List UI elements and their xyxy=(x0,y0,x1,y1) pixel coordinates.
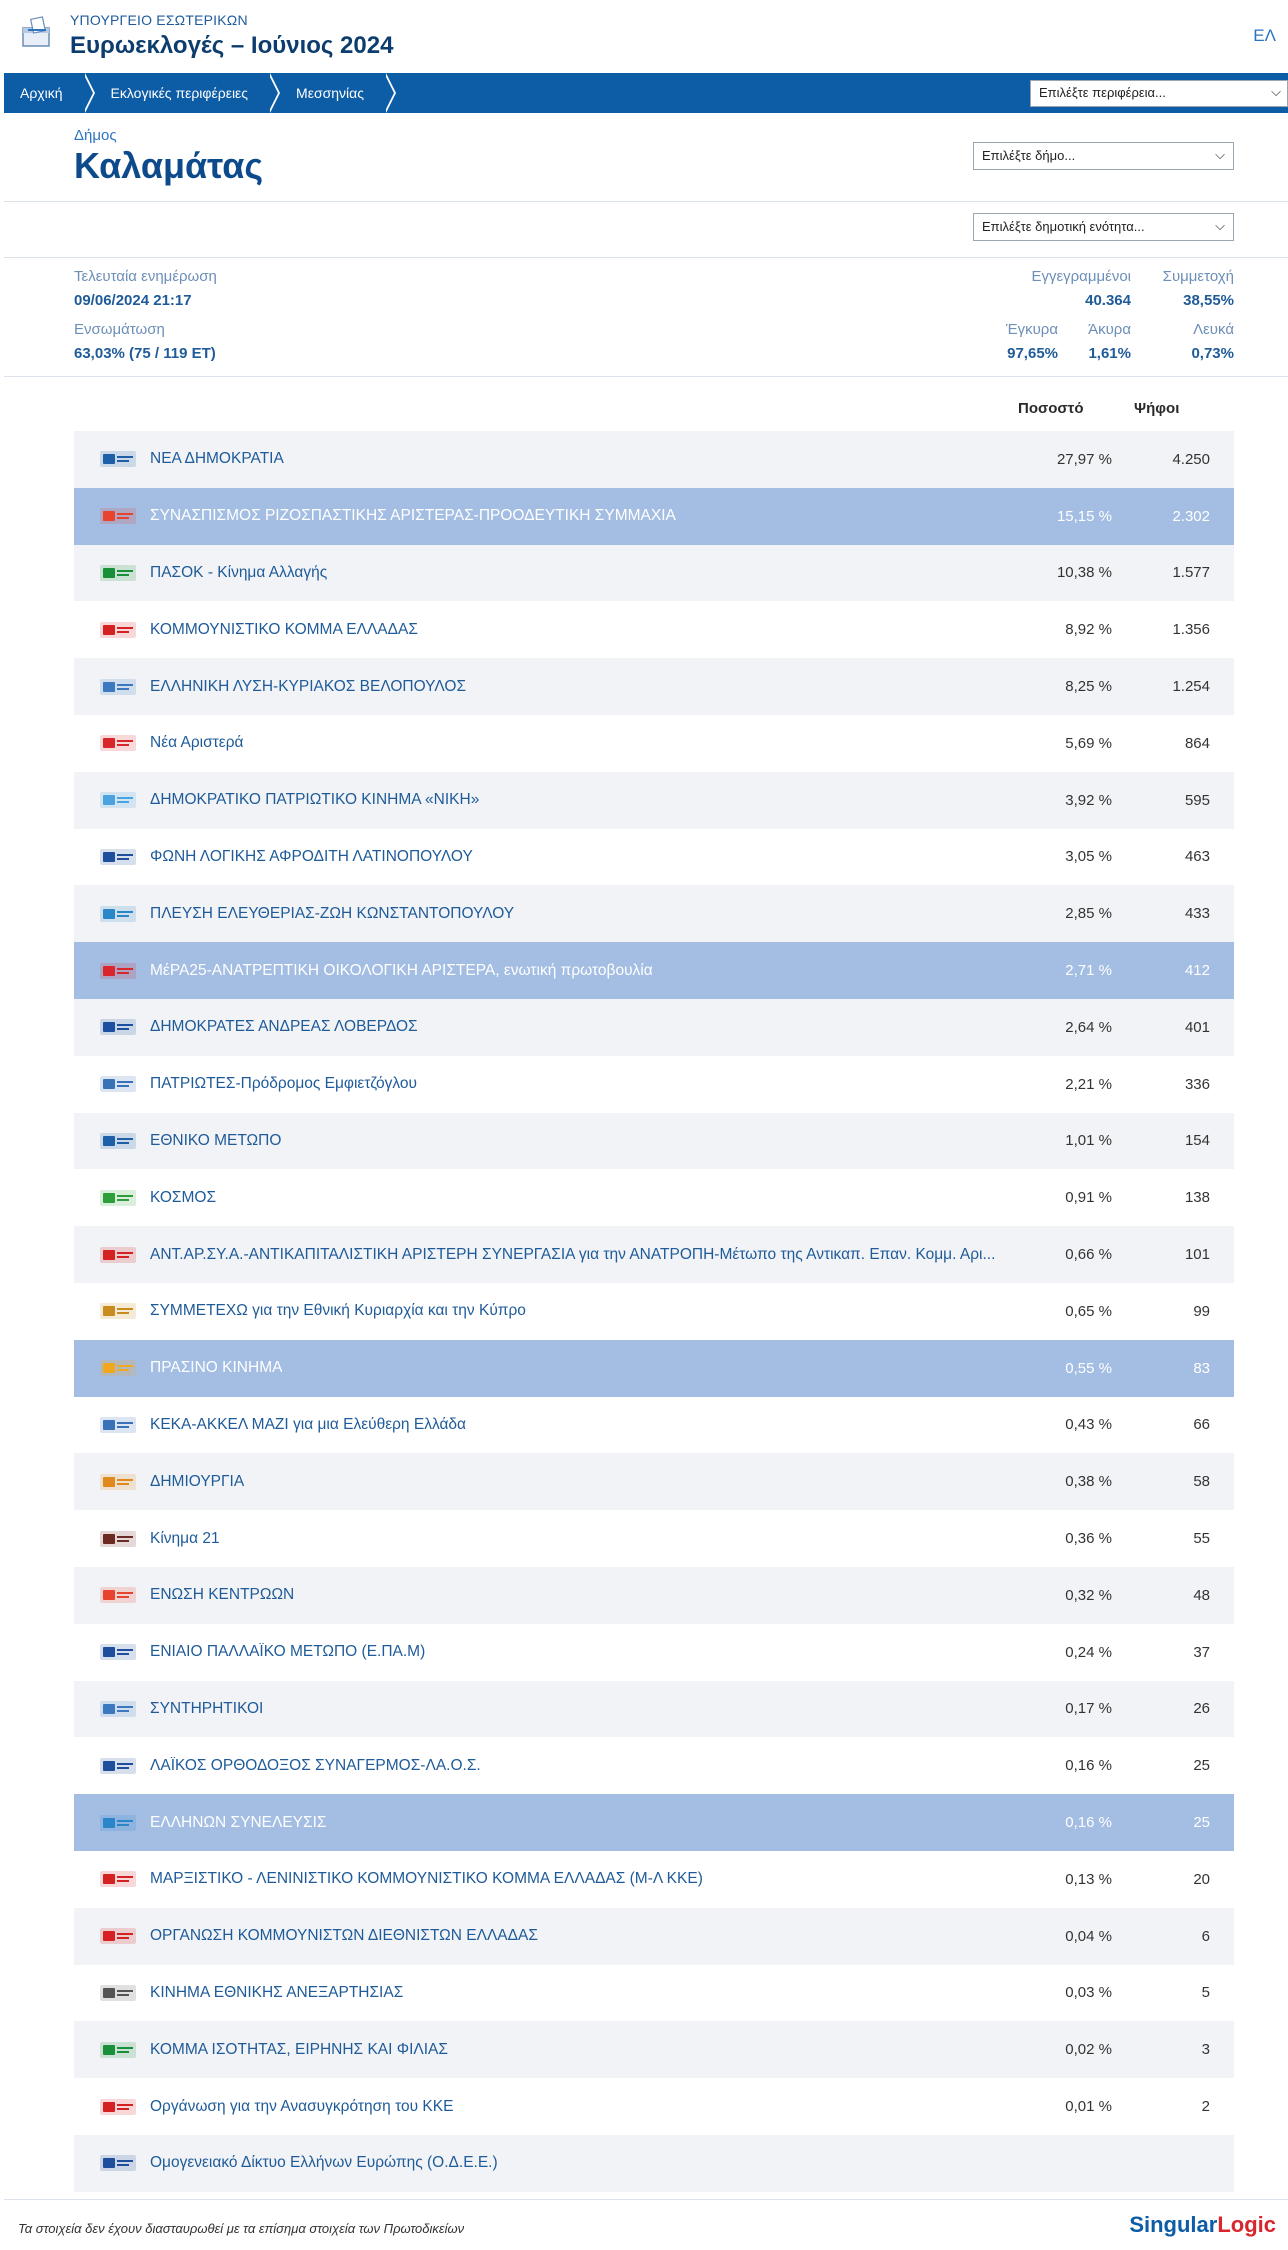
party-name[interactable]: ΚΟΣΜΟΣ xyxy=(150,1188,217,1206)
party-name[interactable]: Ομογενειακό Δίκτυο Ελλήνων Ευρώπης (Ο.Δ.Ε.Ε.) xyxy=(150,2154,498,2172)
party-name[interactable]: ΦΩΝΗ ΛΟΓΙΚΗΣ ΑΦΡΟΔΙΤΗ ΛΑΤΙΝΟΠΟΥΛΟΥ xyxy=(150,847,473,865)
party-row[interactable] xyxy=(74,1397,1234,1454)
municipality-name: Καλαμάτας xyxy=(74,145,264,186)
party-name[interactable]: ΕΝΩΣΗ ΚΕΝΤΡΩΩΝ xyxy=(150,1586,295,1604)
party-name[interactable]: ΚΟΜΜΟΥΝΙΣΤΙΚΟ ΚΟΜΜΑ ΕΛΛΑΔΑΣ xyxy=(150,620,418,638)
breadcrumb-home[interactable]: Αρχική xyxy=(20,85,63,101)
party-name[interactable]: ΔΗΜΟΚΡΑΤΙΚΟ ΠΑΤΡΙΩΤΙΚΟ ΚΙΝΗΜΑ «ΝΙΚΗ» xyxy=(150,791,480,809)
kosmos-logo-icon xyxy=(98,1184,138,1212)
brand-main: Singular xyxy=(1129,2212,1218,2237)
prasino-kinima-logo-icon xyxy=(98,1354,138,1382)
party-name[interactable]: ΕΛΛΗΝΩΝ ΣΥΝΕΛΕΥΣΙΣ xyxy=(150,1813,327,1831)
brand-accent: Logic xyxy=(1217,2212,1276,2237)
party-percent: 0,03 % xyxy=(1065,1984,1112,2002)
odee-logo-icon xyxy=(98,2149,138,2177)
party-percent: 0,32 % xyxy=(1065,1586,1112,1604)
party-row[interactable] xyxy=(74,829,1234,886)
language-switch[interactable]: ΕΛ xyxy=(1253,26,1276,45)
municipality-select[interactable] xyxy=(973,142,1234,170)
party-votes: 595 xyxy=(1184,791,1210,809)
party-votes: 2 xyxy=(1201,2098,1210,2115)
divider xyxy=(4,257,1288,258)
party-row[interactable] xyxy=(74,431,1234,488)
party-percent: 0,13 % xyxy=(1065,1870,1112,1888)
party-votes: 83 xyxy=(1193,1359,1210,1377)
party-row[interactable] xyxy=(74,1567,1234,1624)
party-votes: 864 xyxy=(1184,734,1210,752)
party-row[interactable] xyxy=(74,1226,1234,1283)
footer-disclaimer: Τα στοιχεία δεν έχουν διασταυρωθεί με τα επίσημα στοιχεία των Πρωτοδικείων xyxy=(18,2221,465,2236)
party-name[interactable]: ΕΛΛΗΝΙΚΗ ΛΥΣΗ-ΚΥΡΙΑΚΟΣ ΒΕΛΟΠΟΥΛΟΣ xyxy=(150,677,467,695)
party-name[interactable]: ΜΑΡΞΙΣΤΙΚΟ - ΛΕΝΙΝΙΣΤΙΚΟ ΚΟΜΜΟΥΝΙΣΤΙΚΟ ΚΟΜΜΑ ΕΛΛΑΔΑΣ (Μ-Λ ΚΚΕ) xyxy=(150,1870,703,1888)
party-votes: 4.250 xyxy=(1172,450,1210,468)
municipality-select-value: Επιλέξτε δήμο... xyxy=(982,148,1076,163)
party-percent: 27,97 % xyxy=(1056,450,1112,468)
symmetexo-logo-icon xyxy=(98,1297,138,1325)
divider xyxy=(4,201,1288,202)
region-select[interactable] xyxy=(1030,80,1288,107)
keif-logo-icon xyxy=(98,2036,138,2064)
foni-logikis-logo-icon xyxy=(98,843,138,871)
party-row[interactable] xyxy=(74,1510,1234,1567)
elliniki-lysi-logo-icon xyxy=(98,673,138,701)
party-row[interactable] xyxy=(74,1737,1234,1794)
party-percent: 8,25 % xyxy=(1065,678,1112,696)
party-name[interactable]: ΠΑΤΡΙΩΤΕΣ-Πρόδρομος Εμφιετζόγλου xyxy=(150,1075,418,1093)
ellinon-syneleysis-logo-icon xyxy=(98,1809,138,1837)
kinima-ethnikis-logo-icon xyxy=(98,1979,138,2007)
party-votes: 3 xyxy=(1201,2041,1210,2059)
party-percent: 0,02 % xyxy=(1065,2041,1112,2059)
party-percent: 0,55 % xyxy=(1065,1359,1112,1377)
party-row[interactable] xyxy=(74,2078,1234,2135)
party-name[interactable]: Νέα Αριστερά xyxy=(150,734,244,752)
chevron-down-icon: ⌵ xyxy=(1271,84,1281,99)
kke-logo-icon xyxy=(98,616,138,644)
registered-label: Εγγεγραμμένοι xyxy=(1031,268,1131,285)
party-percent: 0,04 % xyxy=(1065,1927,1112,1945)
party-row[interactable] xyxy=(74,2135,1234,2192)
party-row[interactable] xyxy=(74,772,1234,829)
chevron-down-icon: ⌵ xyxy=(1215,147,1225,162)
party-votes: 66 xyxy=(1193,1416,1210,1434)
party-row[interactable] xyxy=(74,658,1234,715)
party-votes: 48 xyxy=(1193,1586,1210,1604)
chevron-down-icon: ⌵ xyxy=(1215,218,1225,233)
integration-label: Ενσωμάτωση xyxy=(74,321,165,338)
laos-logo-icon xyxy=(98,1752,138,1780)
party-name[interactable]: ΝΕΑ ΔΗΜΟΚΡΑΤΙΑ xyxy=(150,450,284,468)
dimokrates-logo-icon xyxy=(98,1013,138,1041)
divider xyxy=(4,376,1288,377)
party-percent: 2,85 % xyxy=(1065,905,1112,923)
municipality-label: Δήμος xyxy=(74,127,117,144)
party-percent: 0,01 % xyxy=(1065,2098,1112,2115)
breadcrumb-separator xyxy=(85,73,95,113)
party-row[interactable] xyxy=(74,885,1234,942)
party-row[interactable] xyxy=(74,488,1234,545)
valid-label: Έγκυρα xyxy=(1005,321,1058,338)
party-votes: 1.577 xyxy=(1172,564,1210,582)
divider xyxy=(4,2199,1288,2200)
party-percent: 0,66 % xyxy=(1065,1246,1112,1264)
party-row[interactable] xyxy=(74,1965,1234,2022)
party-votes: 58 xyxy=(1193,1473,1210,1491)
party-votes: 433 xyxy=(1184,905,1210,923)
party-name[interactable]: ΣΥΝΑΣΠΙΣΜΟΣ ΡΙΖΟΣΠΑΣΤΙΚΗΣ ΑΡΙΣΤΕΡΑΣ-ΠΡΟΟΔΕΥΤΙΚΗ ΣΥΜΜΑΧΙΑ xyxy=(150,507,676,525)
invalid-value: 1,61% xyxy=(1088,345,1131,362)
column-header-votes: Ψήφοι xyxy=(1134,400,1180,417)
party-name[interactable]: ΣΥΜΜΕΤΕΧΩ για την Εθνική Κυριαρχία και την Κύπρο xyxy=(150,1302,526,1320)
party-votes: 20 xyxy=(1193,1870,1210,1888)
singularlogic-logo xyxy=(1129,2212,1276,2238)
party-votes: 26 xyxy=(1193,1700,1210,1718)
ml-kke-logo-icon xyxy=(98,1865,138,1893)
ministry-label: ΥΠΟΥΡΓΕΙΟ ΕΣΩΤΕΡΙΚΩΝ xyxy=(70,12,248,28)
party-row[interactable] xyxy=(74,1169,1234,1226)
party-row[interactable] xyxy=(74,1056,1234,1113)
party-name[interactable]: ΠΡΑΣΙΝΟ ΚΙΝΗΜΑ xyxy=(150,1359,283,1377)
party-row[interactable] xyxy=(74,715,1234,772)
party-name[interactable]: ΚΙΝΗΜΑ ΕΘΝΙΚΗΣ ΑΝΕΞΑΡΤΗΣΙΑΣ xyxy=(150,1983,404,2001)
party-row[interactable] xyxy=(74,1908,1234,1965)
results-table xyxy=(74,431,1234,2192)
party-name[interactable]: ΚΕΚΑ-ΑΚΚΕΛ ΜΑΖΙ για μια Ελεύθερη Ελλάδα xyxy=(150,1415,467,1433)
oakke-logo-icon xyxy=(98,2093,138,2121)
party-row[interactable] xyxy=(74,545,1234,602)
party-votes: 101 xyxy=(1184,1246,1210,1264)
party-votes: 154 xyxy=(1184,1132,1210,1150)
party-row[interactable] xyxy=(74,1283,1234,1340)
party-votes: 2.302 xyxy=(1172,507,1210,525)
party-name[interactable]: ΑΝΤ.ΑΡ.ΣΥ.Α.-ΑΝΤΙΚΑΠΙΤΑΛΙΣΤΙΚΗ ΑΡΙΣΤΕΡΗ ΣΥΝΕΡΓΑΣΙΑ για την ΑΝΑΤΡΟΠΗ-Μέτωπο της Αντικαπ. Επαν. Κομμ. Αρι... xyxy=(150,1245,996,1263)
party-name[interactable]: ΠΑΣΟΚ - Κίνημα Αλλαγής xyxy=(150,563,328,581)
last-update-label: Τελευταία ενημέρωση xyxy=(74,268,217,285)
niki-logo-icon xyxy=(98,786,138,814)
party-row[interactable] xyxy=(74,1624,1234,1681)
party-row[interactable] xyxy=(74,601,1234,658)
turnout-value: 38,55% xyxy=(1183,292,1234,309)
party-percent: 2,21 % xyxy=(1065,1075,1112,1093)
party-votes: 336 xyxy=(1184,1075,1210,1093)
mera25-logo-icon xyxy=(98,957,138,985)
party-name[interactable]: ΕΝΙΑΙΟ ΠΑΛΛΑΪΚΟ ΜΕΤΩΠΟ (Ε.ΠΑ.Μ) xyxy=(150,1643,426,1661)
plefsi-logo-icon xyxy=(98,900,138,928)
invalid-label: Άκυρα xyxy=(1088,321,1131,338)
party-votes: 55 xyxy=(1193,1530,1210,1548)
party-percent: 0,24 % xyxy=(1065,1643,1112,1661)
breadcrumb xyxy=(4,73,1288,113)
party-row[interactable] xyxy=(74,1113,1234,1170)
party-percent: 0,65 % xyxy=(1065,1302,1112,1320)
party-votes: 401 xyxy=(1184,1018,1210,1036)
breadcrumb-regions[interactable]: Εκλογικές περιφέρειες xyxy=(110,85,249,101)
party-votes: 99 xyxy=(1193,1302,1210,1320)
party-percent: 5,69 % xyxy=(1065,734,1112,752)
syntiritikoi-logo-icon xyxy=(98,1695,138,1723)
valid-value: 97,65% xyxy=(1007,345,1058,362)
party-name[interactable]: ΠΛΕΥΣΗ ΕΛΕΥΘΕΡΙΑΣ-ΖΩΗ ΚΩΝΣΤΑΝΤΟΠΟΥΛΟΥ xyxy=(150,904,515,922)
registered-value: 40.364 xyxy=(1085,292,1131,309)
last-update-value: 09/06/2024 21:17 xyxy=(74,292,192,309)
region-select-value: Επιλέξτε περιφέρεια... xyxy=(1039,85,1166,100)
enosi-kentroon-logo-icon xyxy=(98,1581,138,1609)
party-percent: 15,15 % xyxy=(1056,507,1112,525)
blank-value: 0,73% xyxy=(1191,345,1234,362)
party-row[interactable] xyxy=(74,942,1234,999)
party-percent: 10,38 % xyxy=(1056,564,1112,582)
blank-label: Λευκά xyxy=(1193,321,1234,338)
party-percent: 0,16 % xyxy=(1065,1814,1112,1832)
party-row[interactable] xyxy=(74,1340,1234,1397)
party-name[interactable]: Οργάνωση για την Ανασυγκρότηση του ΚΚΕ xyxy=(150,2097,454,2115)
party-row[interactable] xyxy=(74,1851,1234,1908)
municipal-unit-select[interactable] xyxy=(973,213,1234,241)
syriza-logo-icon xyxy=(98,502,138,530)
epam-logo-icon xyxy=(98,1638,138,1666)
party-percent: 0,91 % xyxy=(1065,1189,1112,1207)
party-percent: 0,38 % xyxy=(1065,1473,1112,1491)
party-percent: 3,05 % xyxy=(1065,848,1112,866)
party-name[interactable]: ΚΟΜΜΑ ΙΣΟΤΗΤΑΣ, ΕΙΡΗΝΗΣ ΚΑΙ ΦΙΛΙΑΣ xyxy=(150,2040,448,2058)
ethniko-metopo-logo-icon xyxy=(98,1127,138,1155)
party-percent: 2,64 % xyxy=(1065,1018,1112,1036)
party-row[interactable] xyxy=(74,2021,1234,2078)
party-percent: 1,01 % xyxy=(1065,1132,1112,1150)
party-name[interactable]: Κίνημα 21 xyxy=(150,1529,220,1547)
nd-logo-icon xyxy=(98,445,138,473)
party-name[interactable]: ΔΗΜΟΚΡΑΤΕΣ ΑΝΔΡΕΑΣ ΛΟΒΕΡΔΟΣ xyxy=(150,1018,418,1036)
party-row[interactable] xyxy=(74,999,1234,1056)
party-votes: 1.356 xyxy=(1172,621,1210,639)
party-row[interactable] xyxy=(74,1794,1234,1851)
party-votes: 37 xyxy=(1193,1643,1210,1661)
ballot-box-icon xyxy=(20,16,54,50)
municipal-unit-select-value: Επιλέξτε δημοτική ενότητα... xyxy=(982,219,1145,234)
party-percent: 8,92 % xyxy=(1065,621,1112,639)
breadcrumb-separator xyxy=(386,73,396,113)
keka-logo-icon xyxy=(98,1411,138,1439)
party-name[interactable]: ΔΗΜΙΟΥΡΓΙΑ xyxy=(150,1472,245,1490)
top-header xyxy=(0,0,1288,73)
party-name[interactable]: ΣΥΝΤΗΡΗΤΙΚΟΙ xyxy=(150,1699,264,1717)
party-name[interactable]: ΟΡΓΑΝΩΣΗ ΚΟΜΜΟΥΝΙΣΤΩΝ ΔΙΕΘΝΙΣΤΩΝ ΕΛΛΑΔΑΣ xyxy=(150,1927,538,1945)
party-votes: 25 xyxy=(1193,1757,1210,1775)
integration-value: 63,03% (75 / 119 ΕΤ) xyxy=(74,345,216,362)
party-name[interactable]: ΛΑΪΚΟΣ ΟΡΘΟΔΟΞΟΣ ΣΥΝΑΓΕΡΜΟΣ-ΛΑ.Ο.Σ. xyxy=(150,1756,481,1774)
dimiourgia-logo-icon xyxy=(98,1468,138,1496)
party-percent: 0,16 % xyxy=(1065,1757,1112,1775)
party-row[interactable] xyxy=(74,1681,1234,1738)
party-votes: 25 xyxy=(1193,1814,1210,1832)
party-percent: 0,43 % xyxy=(1065,1416,1112,1434)
breadcrumb-separator xyxy=(270,73,280,113)
antarsya-logo-icon xyxy=(98,1241,138,1269)
party-name[interactable]: ΕΘΝΙΚΟ ΜΕΤΩΠΟ xyxy=(150,1131,282,1149)
kinima21-logo-icon xyxy=(98,1525,138,1553)
pasok-logo-icon xyxy=(98,559,138,587)
party-percent: 0,17 % xyxy=(1065,1700,1112,1718)
nea-aristera-logo-icon xyxy=(98,729,138,757)
party-votes: 463 xyxy=(1184,848,1210,866)
party-votes: 412 xyxy=(1184,962,1210,980)
party-percent: 0,36 % xyxy=(1065,1530,1112,1548)
breadcrumb-messinia[interactable]: Μεσσηνίας xyxy=(296,85,364,101)
party-votes: 6 xyxy=(1201,1927,1210,1945)
party-name[interactable]: ΜέΡΑ25-ΑΝΑΤΡΕΠΤΙΚΗ ΟΙΚΟΛΟΓΙΚΗ ΑΡΙΣΤΕΡΑ, ενωτική πρωτοβουλία xyxy=(150,961,653,979)
page-title: Ευρωεκλογές – Ιούνιος 2024 xyxy=(70,32,394,59)
party-row[interactable] xyxy=(74,1453,1234,1510)
party-percent: 3,92 % xyxy=(1065,791,1112,809)
patriotes-logo-icon xyxy=(98,1070,138,1098)
party-votes: 5 xyxy=(1201,1984,1210,2002)
column-header-percent: Ποσοστό xyxy=(1018,400,1084,417)
turnout-label: Συμμετοχή xyxy=(1162,268,1234,285)
party-votes: 138 xyxy=(1184,1189,1210,1207)
party-percent: 2,71 % xyxy=(1065,962,1112,980)
party-votes: 1.254 xyxy=(1172,678,1210,696)
okde-logo-icon xyxy=(98,1922,138,1950)
